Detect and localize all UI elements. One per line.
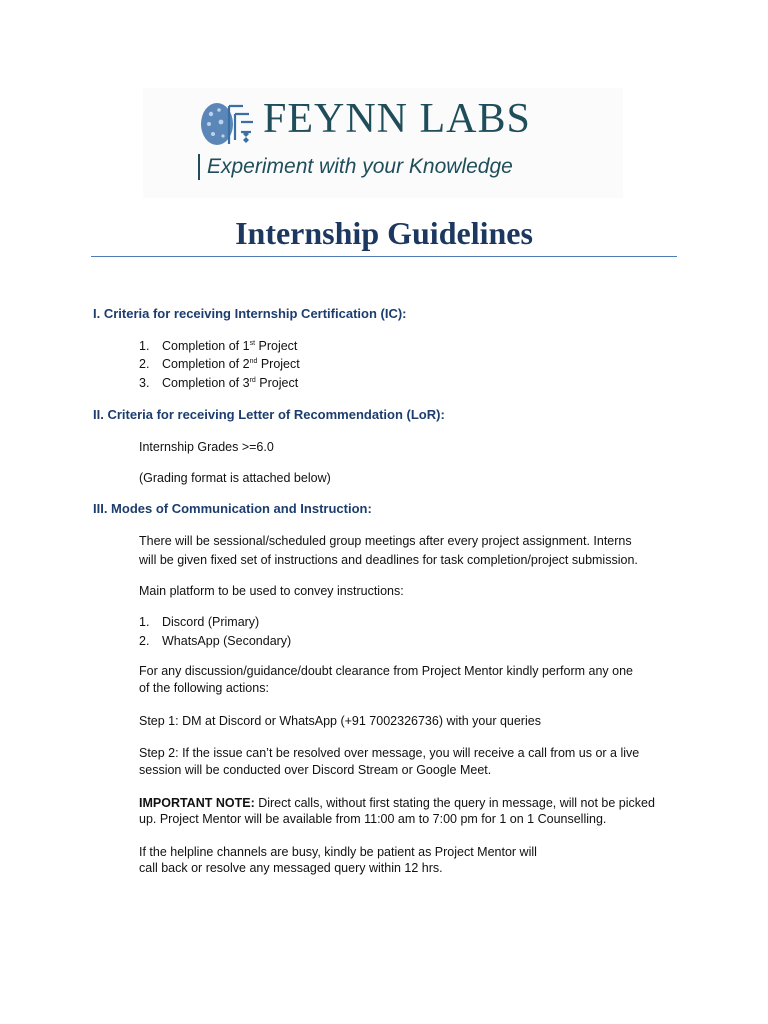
- important-note-text: Direct calls, without first stating the query in message, will not be picked: [254, 796, 655, 810]
- paragraph-line: call back or resolve any messaged query within 12 hrs.: [139, 861, 443, 875]
- grading-note: (Grading format is attached below): [139, 471, 331, 485]
- list-text-end: Project: [255, 376, 299, 390]
- paragraph-line: of the following actions:: [139, 681, 269, 695]
- list-number: 2.: [139, 357, 150, 371]
- step-2-line: session will be conducted over Discord Stream or Google Meet.: [139, 763, 492, 777]
- list-text: Completion of 3: [162, 376, 250, 390]
- list-item: [139, 356, 300, 372]
- logo-divider: [198, 154, 200, 180]
- section-2-heading: II. Criteria for receiving Letter of Recommendation (LoR):: [93, 407, 445, 422]
- list-item: [139, 633, 291, 649]
- list-number: 2.: [139, 634, 150, 648]
- important-note-line: [139, 795, 655, 811]
- paragraph-line: If the helpline channels are busy, kindly be patient as Project Mentor will: [139, 845, 537, 859]
- list-number: 1.: [139, 339, 150, 353]
- paragraph-line: For any discussion/guidance/doubt clearance from Project Mentor kindly perform any one: [139, 664, 634, 678]
- list-item: [139, 614, 259, 630]
- paragraph-line: There will be sessional/scheduled group meetings after every project assignment. Interns: [139, 534, 632, 548]
- list-item: [139, 375, 298, 391]
- logo-tagline: Experiment with your Knowledge: [207, 155, 513, 178]
- list-text-end: Project: [255, 339, 298, 353]
- step-1: Step 1: DM at Discord or WhatsApp (+91 7002326736) with your queries: [139, 714, 541, 728]
- section-3-heading: III. Modes of Communication and Instruction:: [93, 501, 372, 516]
- brain-icon: [199, 100, 255, 148]
- important-note-label: IMPORTANT NOTE:: [139, 796, 255, 810]
- title-underline: [91, 256, 677, 257]
- section-1-heading: I. Criteria for receiving Internship Certification (IC):: [93, 306, 407, 321]
- ordinal-suffix: rd: [249, 377, 256, 384]
- list-number: 1.: [139, 615, 150, 629]
- list-text: WhatsApp (Secondary): [162, 634, 292, 648]
- ordinal-suffix: nd: [249, 358, 258, 365]
- page-title: Internship Guidelines: [235, 215, 533, 251]
- logo-name: FEYNN LABS: [263, 96, 531, 142]
- platform-intro: Main platform to be used to convey instructions:: [139, 584, 404, 598]
- paragraph-line: will be given fixed set of instructions and deadlines for task completion/project submission.: [139, 553, 638, 567]
- list-number: 3.: [139, 376, 150, 390]
- feynn-labs-logo: [143, 88, 623, 198]
- step-2-line: Step 2: If the issue can’t be resolved over message, you will receive a call from us or a live: [139, 746, 640, 760]
- list-text: Discord (Primary): [162, 615, 260, 629]
- list-text: Completion of 2: [162, 357, 250, 371]
- grades-requirement: Internship Grades >=6.0: [139, 440, 274, 454]
- list-item: [139, 338, 297, 354]
- important-note-line: up. Project Mentor will be available from 11:00 am to 7:00 pm for 1 on 1 Counselling.: [139, 812, 607, 826]
- ordinal-suffix: st: [249, 340, 256, 347]
- list-text: Completion of 1: [162, 339, 250, 353]
- list-text-end: Project: [257, 357, 300, 371]
